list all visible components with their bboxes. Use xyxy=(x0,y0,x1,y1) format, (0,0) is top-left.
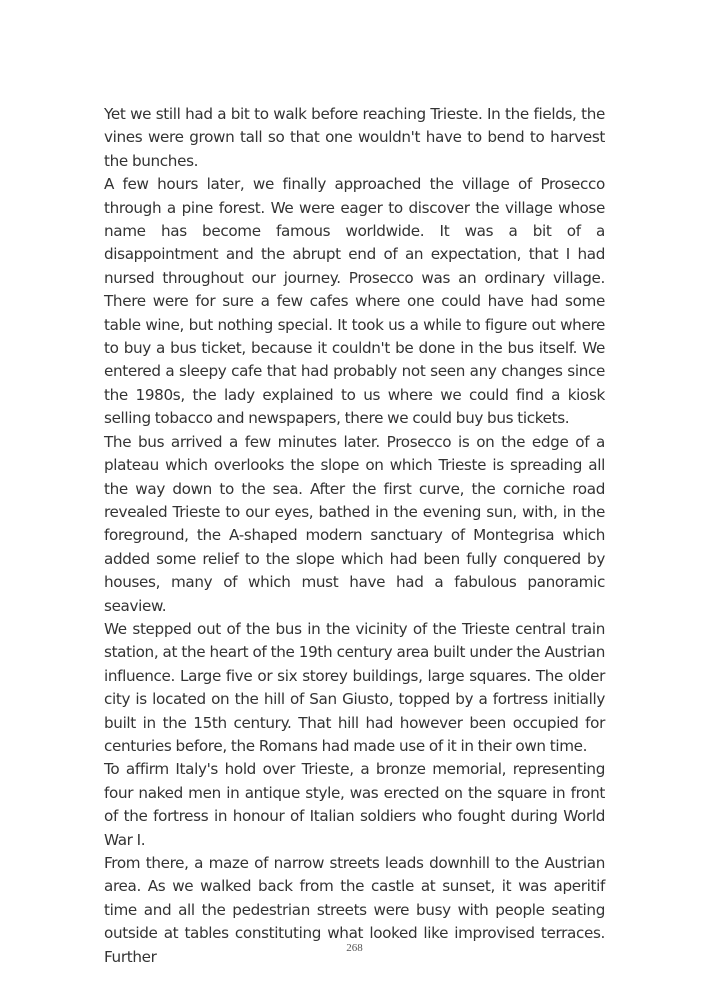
paragraph-prosecco-village: A few hours later, we finally approached the village of Prosecco through a pine forest. We were eager to discover the village whose name has become famous worldwide. It was a bit of a disappointment and the abrupt end of an expectation, that I had nursed throughout our journey. Prosecco was an ordinary village. There were for sure a few cafes where one could have had some table wine, but nothing special. It took us a while to figure out where to buy a bus ticket, because it couldn't be done in the bus itself. We entered a sleepy cafe that had probably not seen any changes since the 1980s, the lady explained to us where we could find a kiosk selling tobacco and newspapers, there we could buy bus tickets. xyxy=(104,175,605,428)
paragraph-bus-ride: The bus arrived a few minutes later. Prosecco is on the edge of a plateau which overlooks the slope on which Trieste is spreading all the way down to the sea. After the first curve, the corniche road revealed Trieste to our eyes, bathed in the evening sun, with, in the foreground, the A-shaped modern sanctuary of Montegrisa which added some relief to the slope which had been fully conquered by houses, many of which must have had a fabulous panoramic seaview. xyxy=(104,432,605,615)
paragraph-narrow-streets: From there, a maze of narrow streets leads downhill to the Austrian area. As we walked back from the castle at sunset, it was aperitif time and all the pedestrian streets were busy with people seating outside at tables constituting what looked like improvised terraces. Further xyxy=(104,854,605,966)
paragraph-trieste-station: We stepped out of the bus in the vicinity of the Trieste central train station, at the heart of the 19th century area built under the Austrian influence. Large five or six storey buildings, large squares. The older city is located on the hill of San Giusto, topped by a fortress initially built in the 15th century. That hill had however been occupied for centuries before, the Romans had made use of it in their own time. xyxy=(104,619,605,755)
paragraph-vines: Yet we still had a bit to walk before reaching Trieste. In the fields, the vines were grown tall so that one wouldn't have to bend to harvest the bunches. xyxy=(104,105,605,170)
paragraph-bronze-memorial: To affirm Italy's hold over Trieste, a bronze memorial, representing four naked men in antique style, was erected on the square in front of the fortress in honour of Italian soldiers who fought during World War I. xyxy=(104,760,605,849)
page-number: 268 xyxy=(346,942,363,954)
body-text xyxy=(104,103,605,969)
